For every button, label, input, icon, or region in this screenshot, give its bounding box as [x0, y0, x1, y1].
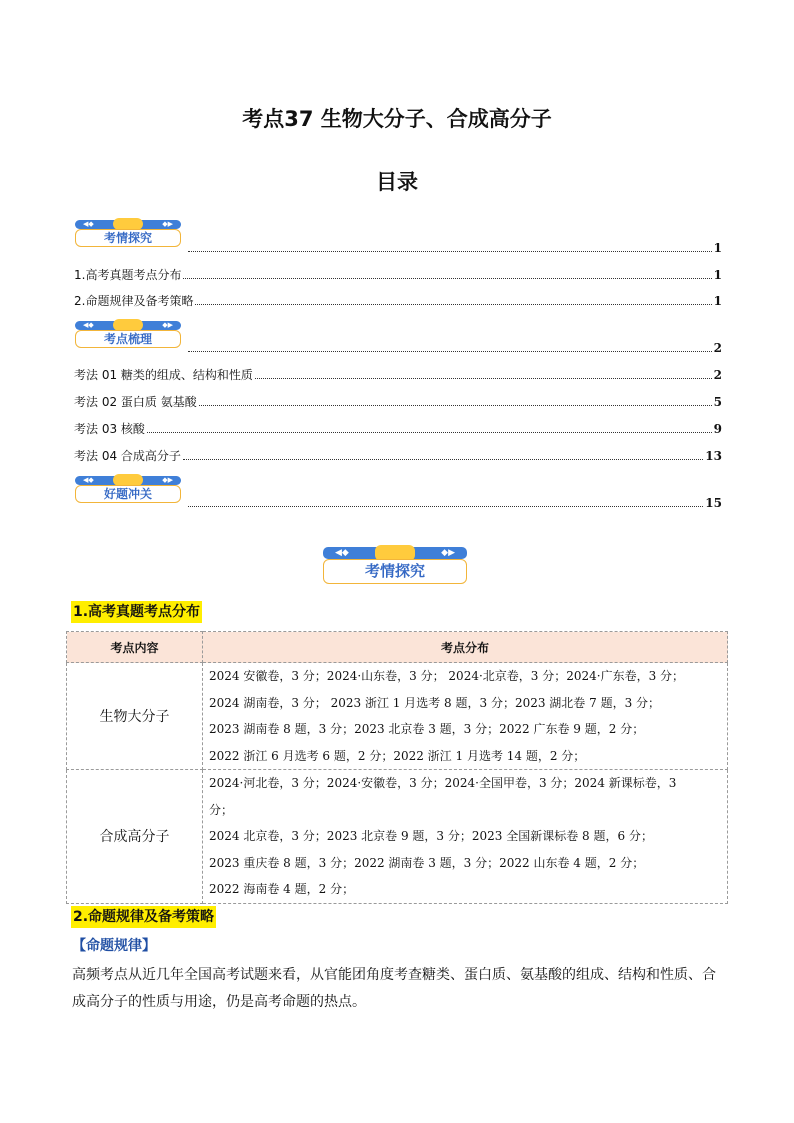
distribution-line: 2022 海南卷 4 题，2 分；: [209, 882, 355, 896]
badge-label: 考点梳理: [75, 330, 181, 348]
table-cell-distribution: [203, 770, 728, 904]
toc-dots: [195, 304, 711, 305]
table-header-row: [67, 632, 728, 663]
toc-label: 1.高考真题考点分布: [74, 268, 182, 282]
toc-dots: [183, 278, 711, 279]
table-header-cell: 考点分布: [203, 632, 728, 663]
toc-page: 2: [713, 368, 722, 382]
distribution-line: 2023 湖南卷 8 题，3 分；2023 北京卷 3 题，3 分；2022 广东卷 9 题，2 分；: [209, 722, 645, 736]
toc-label: 考法 04 合成高分子: [74, 449, 181, 463]
badge-label: 考情探究: [323, 559, 467, 584]
arrow-left-icon: ◀◆: [83, 220, 94, 228]
section-heading-strategy: 2.命题规律及备考策略: [71, 906, 216, 928]
toc-row[interactable]: [74, 421, 722, 437]
arrow-right-icon: ◆▶: [162, 476, 173, 484]
toc-page: 5: [713, 395, 722, 409]
distribution-table: [66, 631, 728, 904]
toc-page: 13: [705, 449, 722, 463]
toc-page: 9: [713, 422, 722, 436]
distribution-line: 2024·河北卷，3 分；2024·安徽卷，3 分；2024·全国甲卷，3 分；2024 新课标卷，3: [209, 776, 677, 790]
badge-label: 好题冲关: [75, 485, 181, 503]
toc-row[interactable]: [74, 495, 722, 511]
toc-label: 考法 01 糖类的组成、结构和性质: [74, 368, 253, 382]
toc-label: 考法 03 核酸: [74, 422, 145, 436]
toc-row[interactable]: [74, 340, 722, 356]
toc-label: 考法 02 蛋白质 氨基酸: [74, 395, 197, 409]
table-row: [67, 770, 728, 904]
toc-dots: [188, 251, 712, 252]
toc-page: 1: [713, 241, 722, 255]
toc-page: 2: [713, 341, 722, 355]
toc-row[interactable]: [74, 293, 722, 309]
toc-dots: [255, 378, 712, 379]
paragraph-line: 成高分子的性质与用途，仍是高考命题的热点。: [72, 994, 366, 1010]
rules-paragraph: [72, 962, 724, 1016]
distribution-line: 2024 北京卷，3 分；2023 北京卷 9 题，3 分；2023 全国新课标卷 8 题，6 分；: [209, 829, 653, 843]
table-header-cell: 考点内容: [67, 632, 203, 663]
toc-row[interactable]: [74, 240, 722, 256]
distribution-line: 2024 湖南卷，3 分； 2023 浙江 1 月选考 8 题，3 分；2023 湖北卷 7 题，3 分；: [209, 695, 661, 710]
distribution-line: 2022 浙江 6 月选考 6 题，2 分；2022 浙江 1 月选考 14 题，2 分；: [209, 748, 586, 763]
toc-page: 1: [713, 268, 722, 282]
toc-row[interactable]: [74, 394, 722, 410]
section-heading-distribution: 1.高考真题考点分布: [71, 601, 202, 623]
toc-row[interactable]: [74, 367, 722, 383]
table-row: [67, 663, 728, 770]
page-title: 考点37 生物大分子、合成高分子: [242, 107, 552, 131]
toc-dots: [188, 506, 703, 507]
arrow-left-icon: ◀◆: [335, 548, 349, 558]
arrow-left-icon: ◀◆: [83, 321, 94, 329]
distribution-line: 分；: [209, 802, 234, 817]
arrow-left-icon: ◀◆: [83, 476, 94, 484]
table-cell-category: 合成高分子: [67, 770, 203, 904]
badge-main-kaoqing-tanjiu: [323, 547, 467, 584]
toc-page: 1: [713, 294, 722, 308]
arrow-right-icon: ◆▶: [162, 220, 173, 228]
toc-dots: [147, 432, 712, 433]
sub-heading-rules: 【命题规律】: [72, 938, 156, 954]
arrow-right-icon: ◆▶: [441, 548, 455, 558]
arrow-right-icon: ◆▶: [162, 321, 173, 329]
toc-row[interactable]: [74, 448, 722, 464]
table-cell-category: 生物大分子: [67, 663, 203, 770]
toc-dots: [188, 351, 712, 352]
toc-title: 目录: [376, 170, 418, 194]
toc-page: 15: [705, 496, 722, 510]
toc-label: 2.命题规律及备考策略: [74, 294, 194, 308]
distribution-line: 2024 安徽卷，3 分；2024·山东卷，3 分； 2024·北京卷，3 分；2024·广东卷，3 分；: [209, 669, 685, 683]
toc-dots: [199, 405, 712, 406]
toc-dots: [183, 459, 703, 460]
paragraph-line: 高频考点从近几年全国高考试题来看，从官能团角度考查糖类、蛋白质、氨基酸的组成、结构和性质、合: [72, 967, 716, 983]
toc-row[interactable]: [74, 267, 722, 283]
table-cell-distribution: [203, 663, 728, 770]
distribution-line: 2023 重庆卷 8 题，3 分；2022 湖南卷 3 题，3 分；2022 山东卷 4 题，2 分；: [209, 855, 645, 870]
badge-label: 考情探究: [75, 229, 181, 247]
